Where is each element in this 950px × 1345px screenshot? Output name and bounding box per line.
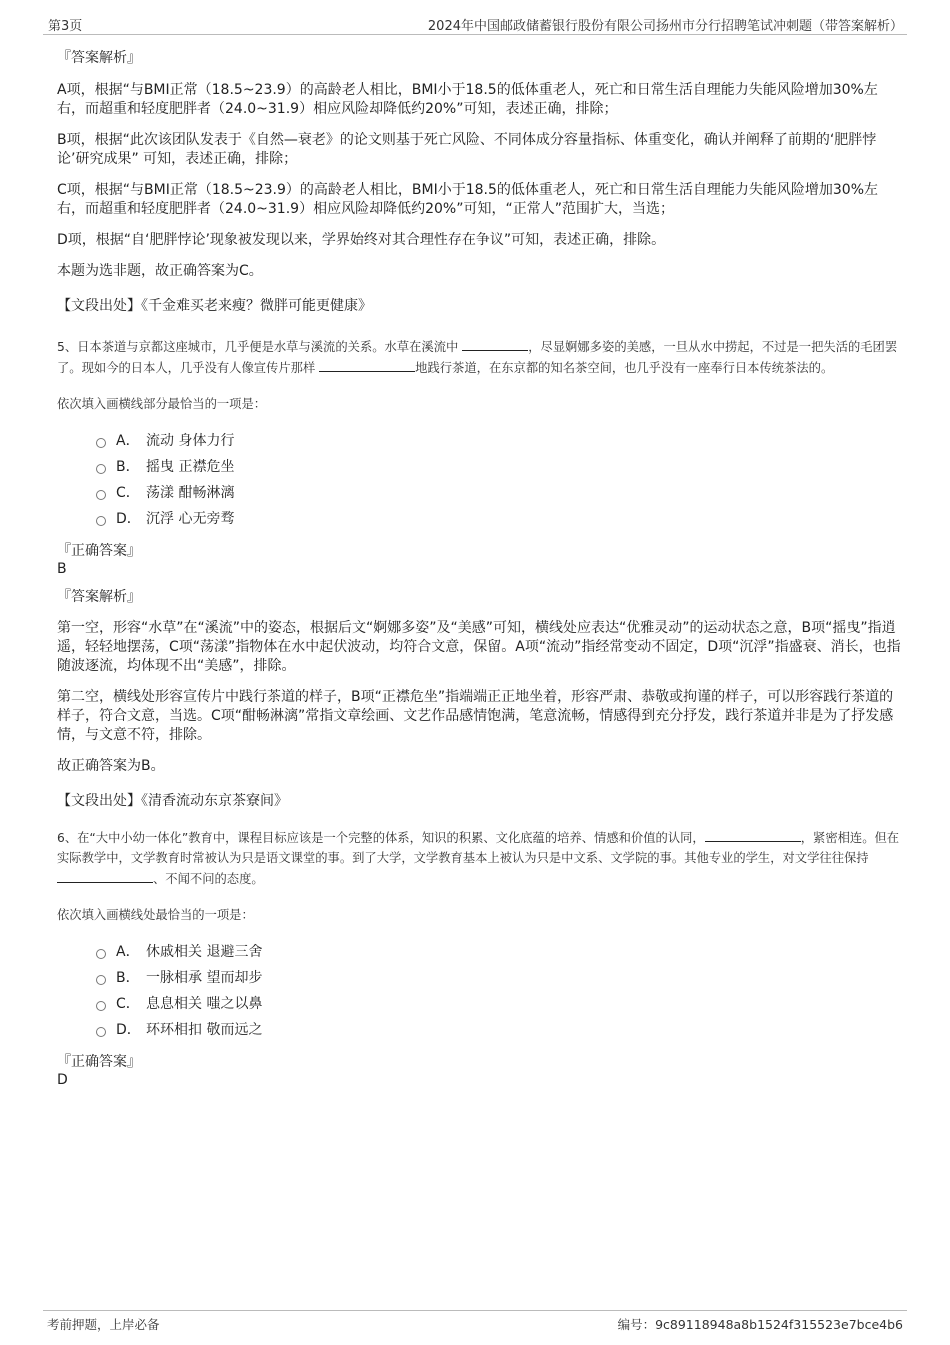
- q5-answer: B: [57, 561, 67, 577]
- q5-text-part-3: 地践行茶道，在东京都的知名茶空间，也几乎没有一座奉行日本传统茶法的。: [415, 361, 834, 375]
- q6-text-part-3: 、不闻不问的态度。: [153, 872, 264, 886]
- q6-answer-label: 『正确答案』: [57, 1054, 141, 1070]
- q5-blank-1: [462, 336, 528, 351]
- radio-icon[interactable]: [96, 438, 106, 448]
- radio-icon[interactable]: [96, 975, 106, 985]
- q5-question-text: [57, 336, 902, 378]
- q6-question-text: [57, 827, 902, 889]
- q5-source: 【文段出处】《清香流动东京茶寮间》: [57, 793, 288, 809]
- radio-icon[interactable]: [96, 949, 106, 959]
- q6-blank-1: [705, 827, 801, 842]
- q5-option-a[interactable]: A． 流动 身体力行: [96, 428, 902, 454]
- radio-icon[interactable]: [96, 1001, 106, 1011]
- page-number: 第3页: [48, 19, 83, 34]
- q4-analysis-para-b: B项，根据“此次该团队发表于《自然—衰老》的论文则基于死亡风险、不同体成分容量指标、体重变化，确认并阐释了前期的‘肥胖悖论’研究成果” 可知，表述正确，排除；: [57, 132, 877, 167]
- q4-analysis-para-c: C项，根据“与BMI正常（18.5~23.9）的高龄老人相比，BMI小于18.5的低体重老人，死亡和日常生活自理能力失能风险增加30%左右，而超重和轻度肥胖者（24.0~31.9）相应风险却降低约20%”可知，“正常人”范围扩大，当选；: [57, 182, 879, 217]
- q6-option-c[interactable]: C． 息息相关 嗤之以鼻: [96, 991, 902, 1017]
- footer-slogan: 考前押题，上岸必备: [47, 1317, 160, 1332]
- q6-option-b[interactable]: B． 一脉相承 望而却步: [96, 965, 902, 991]
- q4-analysis-para-d: D项，根据“自‘肥胖悖论’现象被发现以来，学界始终对其合理性存在争议”可知，表述正确，排除。: [57, 232, 666, 248]
- radio-icon[interactable]: [96, 490, 106, 500]
- q5-analysis-label: 『答案解析』: [57, 589, 141, 605]
- document-title: 2024年中国邮政储蓄银行股份有限公司扬州市分行招聘笔试冲刺题（带答案解析）: [427, 19, 903, 34]
- q4-analysis-para-a: A项，根据“与BMI正常（18.5~23.9）的高龄老人相比，BMI小于18.5的低体重老人，死亡和日常生活自理能力失能风险增加30%左右，而超重和轻度肥胖者（24.0~31.9）相应风险却降低约20%”可知，表述正确，排除；: [57, 82, 878, 117]
- page-footer: [43, 1310, 907, 1333]
- q5-conclusion: 故正确答案为B。: [57, 758, 165, 774]
- q6-blank-2: [57, 868, 153, 883]
- radio-icon[interactable]: [96, 1027, 106, 1037]
- q4-conclusion: 本题为选非题，故正确答案为C。: [57, 263, 263, 279]
- q5-analysis-para-1: 第一空，形容“水草”在“溪流”中的姿态，根据后文“婀娜多姿”及“美感”可知，横线处应表达“优雅灵动”的运动状态之意，B项“摇曳”指逍遥，轻轻地摆荡，C项“荡漾”指物体在水中起伏波动，均符合文意，保留。A项“流动”指经常变动不固定，D项“沉浮”指盛衰、消长，也指随波逐流，均体现不出“美感”，排除。: [57, 620, 901, 674]
- q5-blank-2: [319, 357, 415, 372]
- q5-text-part-1: 5、日本茶道与京都这座城市，几乎便是水草与溪流的关系。水草在溪流中: [57, 340, 463, 354]
- document-body: [57, 40, 902, 1089]
- q4-source: 【文段出处】《千金难买老来瘦？微胖可能更健康》: [57, 298, 372, 314]
- q6-answer: D: [57, 1072, 68, 1088]
- radio-icon[interactable]: [96, 516, 106, 526]
- page-header: [43, 14, 907, 35]
- q6-option-a[interactable]: A． 休戚相关 退避三舍: [96, 939, 902, 965]
- q5-options: [96, 428, 902, 532]
- q6-option-d[interactable]: D． 环环相扣 敬而远之: [96, 1017, 902, 1043]
- q5-option-d[interactable]: D． 沉浮 心无旁骛: [96, 506, 902, 532]
- q5-analysis-para-2: 第二空，横线处形容宣传片中践行茶道的样子，B项“正襟危坐”指端端正正地坐着，形容严肃、恭敬或拘谨的样子，可以形容践行茶道的样子，符合文意，当选。C项“酣畅淋漓”常指文章绘画、文艺作品感情饱满，笔意流畅，情感得到充分抒发，践行茶道并非是为了抒发感情，与文意不符，排除。: [57, 689, 894, 743]
- q6-text-part-1: 6、在“大中小幼一体化”教育中，课程目标应该是一个完整的体系，知识的积累、文化底蕴的培养、情感和价值的认同，: [57, 831, 705, 845]
- q5-option-b[interactable]: B． 摇曳 正襟危坐: [96, 454, 902, 480]
- q6-instruction: 依次填入画横线处最恰当的一项是：: [57, 908, 254, 922]
- q5-instruction: 依次填入画横线部分最恰当的一项是：: [57, 397, 267, 411]
- q5-answer-label: 『正确答案』: [57, 543, 141, 559]
- document-id: 编号：9c89118948a8b1524f315523e7bce4b6: [617, 1317, 903, 1332]
- radio-icon[interactable]: [96, 464, 106, 474]
- q4-analysis-label: 『答案解析』: [57, 50, 141, 66]
- q5-option-c[interactable]: C． 荡漾 酣畅淋漓: [96, 480, 902, 506]
- q5-text-part-2: ，尽显婀娜多姿的美感，一旦从水中捞起，不过是一把失活的毛团罢了。现如今的日本人，几乎没有人像宣传片那样: [57, 340, 898, 375]
- q6-options: [96, 939, 902, 1043]
- q6-text-part-2: ，紧密相连。但在实际教学中，文学教育时常被认为只是语文课堂的事。到了大学，文学教育基本上被认为只是中文系、文学院的事。其他专业的学生，对文学往往保持: [57, 831, 900, 865]
